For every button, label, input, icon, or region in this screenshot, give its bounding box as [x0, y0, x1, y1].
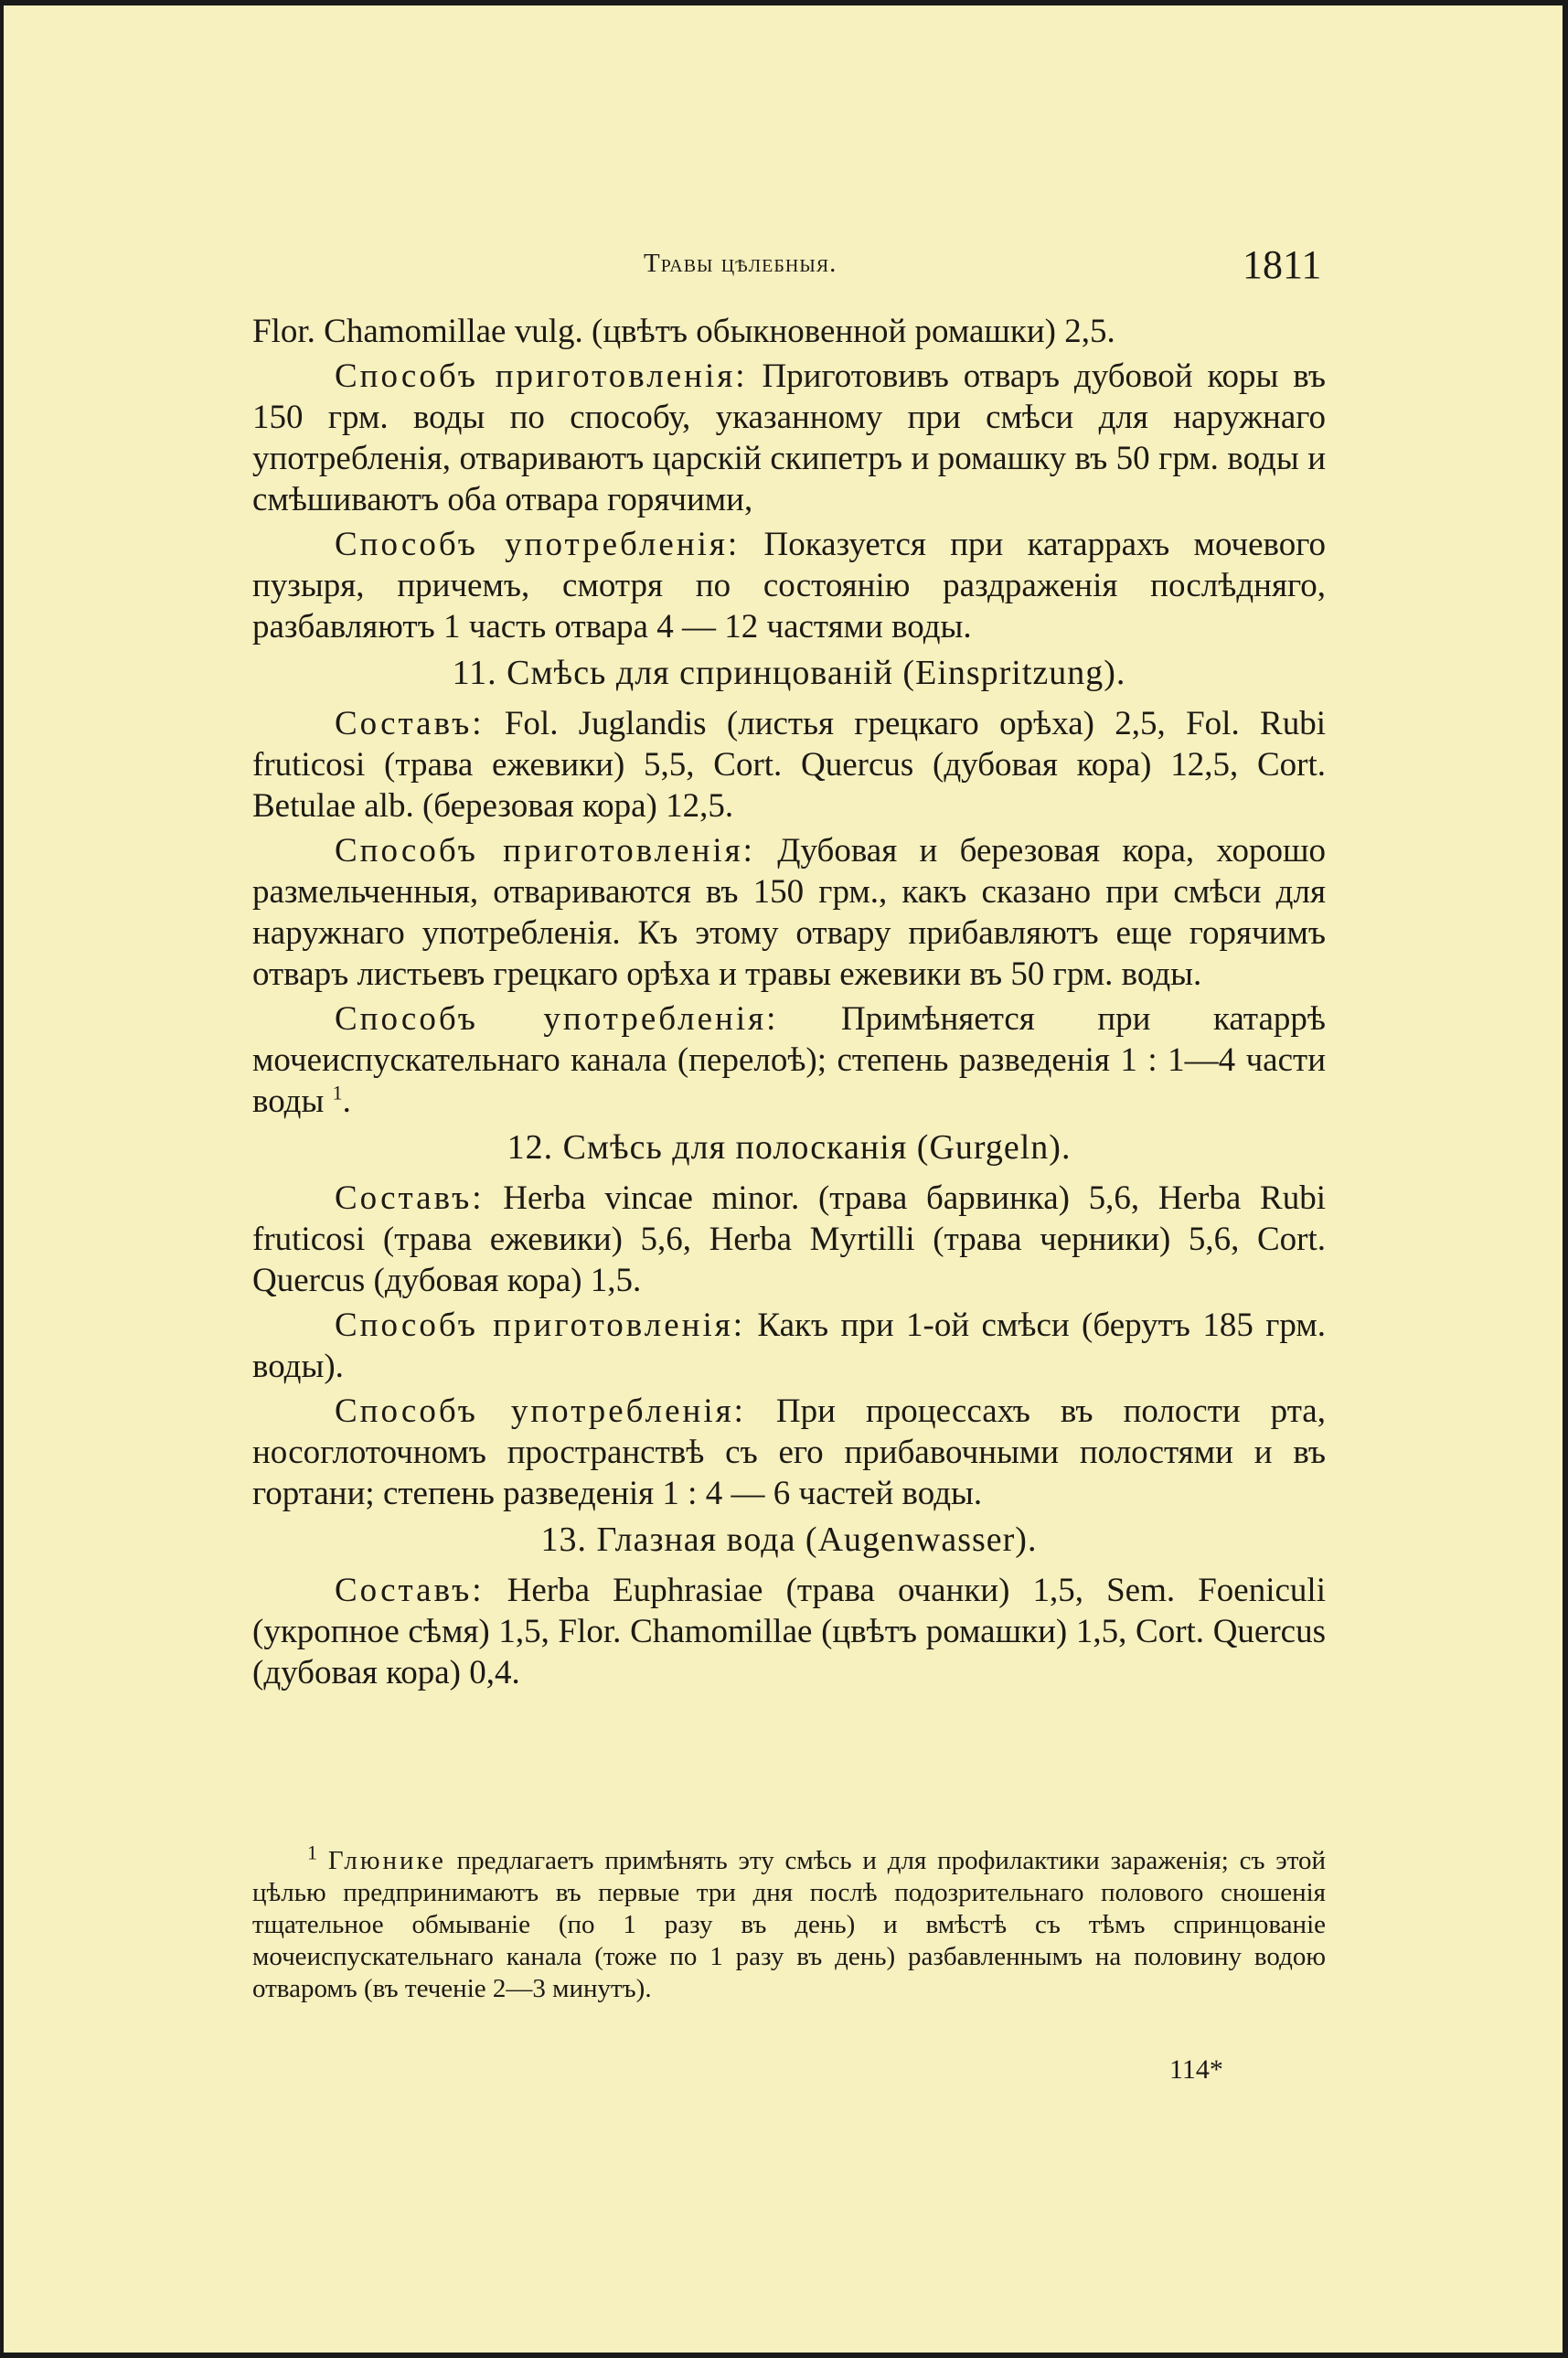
- paragraph-preparation-method: [252, 830, 1326, 995]
- paragraph-composition: [252, 1570, 1326, 1693]
- paragraph-text: Fol. Juglandis (листья грецкаго орѣха) 2,5, Fol. Rubi fruticosi (трава ежевики) 5,5, Cort. Quercus (дубовая кора) 12,5, Cort. Betulae alb. (березовая кора) 12,5.: [252, 705, 1326, 825]
- footnote-marker: 1: [307, 1841, 317, 1864]
- paragraph-label: Способъ употребленія:: [335, 1392, 746, 1430]
- footnote-body: предлагаетъ примѣнять эту смѣсь и для профилактики зараженія; съ этой цѣлью предпринимаютъ въ первые три дня послѣ подозрительнаго полового сношенія тщательное обмываніе (по 1 разу въ день) и вмѣстѣ съ тѣмъ спринцованіе мочеиспускательнаго канала (тоже по 1 разу въ день) разбавленнымъ на половину водою отваромъ (въ теченіе 2—3 минутъ).: [252, 1846, 1327, 2003]
- paragraph-text: Herba Euphrasiae (трава очанки) 1,5, Sem. Foeniculi (укропное сѣмя) 1,5, Flor. Chamomillae (цвѣтъ ромашки) 1,5, Cort. Quercus (дубовая кора) 0,4.: [252, 1572, 1326, 1691]
- paragraph-label: Составъ:: [335, 1572, 485, 1609]
- footnote: [252, 1841, 1327, 2005]
- paragraph-label: Способъ приготовленія:: [335, 1307, 746, 1344]
- page-number: 1811: [1243, 242, 1322, 287]
- running-title: Травы цѣлебныя.: [644, 249, 837, 278]
- section-heading-12: 12. Смѣсь для полосканія (Gurgeln).: [507, 1128, 1072, 1167]
- page-header: [4, 241, 1563, 296]
- paragraph-preparation-method: [252, 1305, 1326, 1387]
- paragraph-composition: [252, 703, 1326, 827]
- paragraph-text: Примѣняется при катаррѣ мочеиспускательнаго канала (перелоѣ); степень разведенія 1 : 1—4 части воды: [252, 1000, 1326, 1120]
- paragraph-usage-method: [252, 524, 1326, 647]
- paragraph-label: Способъ приготовленія:: [335, 357, 748, 395]
- printer-signature-mark: 114*: [1169, 2054, 1223, 2085]
- book-page: [4, 5, 1563, 2353]
- paragraph-label: Способъ приготовленія:: [335, 832, 755, 870]
- paragraph-text: Приготовивъ отваръ дубовой коры въ 150 грм. воды по способу, указанному при смѣси для наружнаго употребленія, отвариваютъ царскій скипетръ и ромашку въ 50 грм. воды и смѣшиваютъ оба отвара горячими,: [252, 357, 1326, 518]
- paragraph-flor-chamomillae: Flor. Chamomillae vulg. (цвѣтъ обыкновенной ромашки) 2,5.: [252, 313, 1115, 350]
- paragraph-preparation-method: [252, 356, 1326, 520]
- footnote-text: [252, 1841, 1327, 2005]
- paragraph-text: Какъ при 1-ой смѣси (берутъ 185 грм. воды).: [252, 1307, 1326, 1385]
- main-text: [252, 311, 1326, 1697]
- section-heading-13: 13. Глазная вода (Augenwasser).: [540, 1520, 1038, 1559]
- paragraph-usage-method: [252, 1391, 1326, 1514]
- paragraph-label: Способъ употребленія:: [335, 1000, 779, 1038]
- footnote-reference[interactable]: 1: [332, 1081, 343, 1104]
- paragraph-label: Способъ употребленія:: [335, 526, 741, 563]
- paragraph-usage-method: [252, 998, 1326, 1122]
- footnote-author: Глюнике: [327, 1846, 446, 1875]
- paragraph-label: Составъ:: [335, 1179, 485, 1217]
- paragraph-end: .: [342, 1083, 351, 1120]
- paragraph-composition: [252, 1178, 1326, 1301]
- paragraph-label: Составъ:: [335, 705, 485, 742]
- section-heading-11: 11. Смѣсь для спринцованій (Einspritzung).: [452, 654, 1126, 692]
- paragraph-text: Дубовая и березовая кора, хорошо размельченныя, отвариваются въ 150 грм., какъ сказано при смѣси для наружнаго употребленія. Къ этому отвару прибавляютъ еще горячимъ отваръ листьевъ грецкаго орѣха и травы ежевики въ 50 грм. воды.: [252, 832, 1326, 993]
- paragraph-text: Herba vincae minor. (трава барвинка) 5,6, Herba Rubi fruticosi (трава ежевики) 5,6, Herba Myrtilli (трава черники) 5,6, Cort. Quercus (дубовая кора) 1,5.: [252, 1179, 1326, 1299]
- paragraph-text: Показуется при катаррахъ мочевого пузыря, причемъ, смотря по состоянію раздраженія послѣдняго, разбавляютъ 1 часть отвара 4 — 12 частями воды.: [252, 526, 1326, 646]
- paragraph-text: При процессахъ въ полости рта, носоглоточномъ пространствѣ съ его прибавочными полостями и въ гортани; степень разведенія 1 : 4 — 6 частей воды.: [252, 1392, 1326, 1512]
